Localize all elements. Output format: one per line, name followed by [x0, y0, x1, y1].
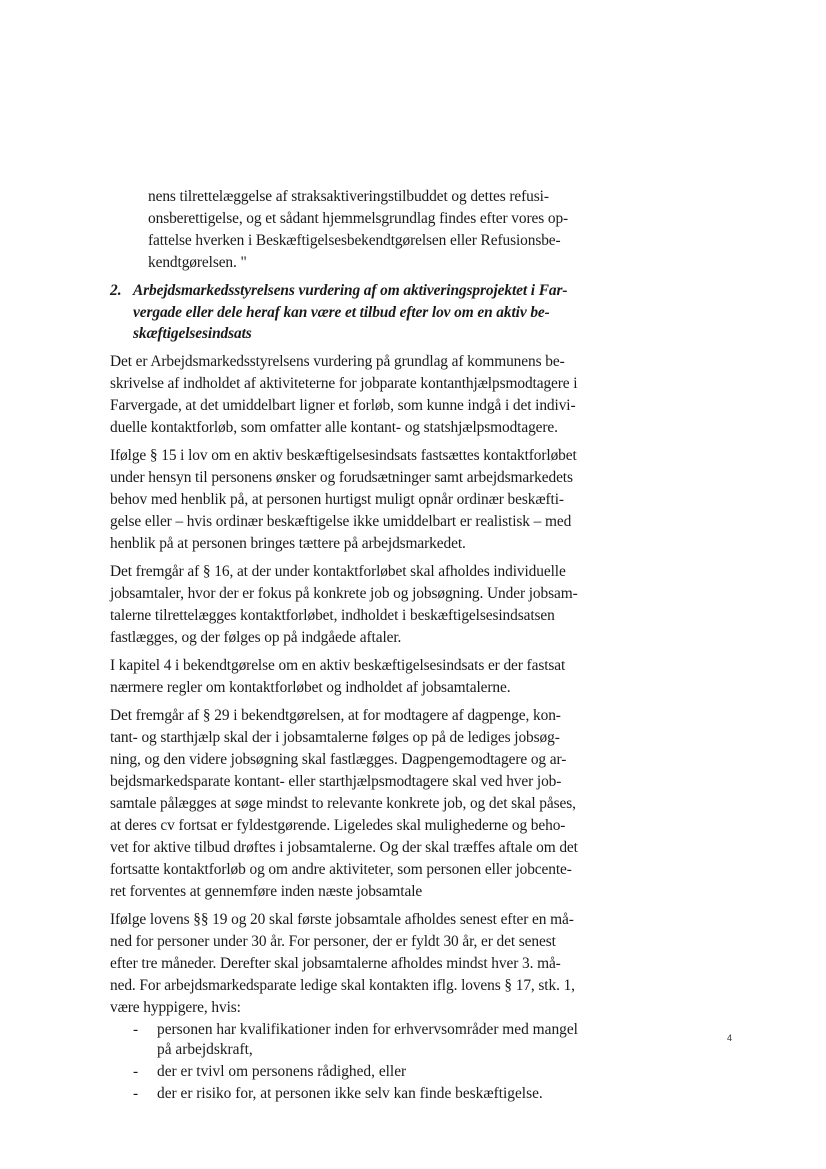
paragraph-line: ning, og den videre jobsøgning skal fastlægges. Dagpengemodtagere og ar- [110, 751, 567, 768]
paragraph-line: ret forventes at gennemføre inden næste jobsamtale [110, 883, 423, 900]
paragraph-line: Ifølge § 15 i lov om en aktiv beskæftigelsesindsats fastsættes kontaktforløbet [110, 447, 577, 464]
heading-line: skæftigelsesindsats [133, 325, 252, 342]
paragraph-line: talerne tilrettelægges kontaktforløbet, indholdet i beskæftigelsesindsatsen [110, 607, 555, 624]
quote-line: onsberettigelse, og et sådant hjemmelsgrundlag findes efter vores op- [148, 210, 569, 227]
heading-line: vergade eller dele heraf kan være et tilbud efter lov om en aktiv be- [133, 304, 550, 321]
paragraph-line: gelse eller – hvis ordinær beskæftigelse ikke umiddelbart er realistisk – med [110, 513, 572, 530]
paragraph-line: jobsamtaler, hvor der er fokus på konkrete job og jobsøgning. Under jobsam- [110, 585, 578, 602]
paragraph-line: skrivelse af indholdet af aktiviteterne for jobparate kontanthjælpsmodtagere i [110, 375, 578, 392]
paragraph-line: Det fremgår af § 16, at der under kontaktforløbet skal afholdes individuelle [110, 563, 566, 580]
paragraph-line: Farvergade, at det umiddelbart ligner et forløb, som kunne indgå i det indivi- [110, 397, 576, 414]
heading-line: Arbejdsmarkedsstyrelsens vurdering af om aktiveringsprojektet i Far- [133, 282, 568, 299]
paragraph-line: Det fremgår af § 29 i bekendtgørelsen, at for modtagere af dagpenge, kon- [110, 707, 561, 724]
list-item-line: der er tvivl om personens rådighed, eller [157, 1063, 407, 1080]
quote-line: kendtgørelsen. " [148, 254, 247, 271]
paragraph-line: være hyppigere, hvis: [110, 999, 241, 1016]
paragraph-line: fortsatte kontaktforløb og om andre aktiviteter, som personen eller jobcente- [110, 861, 572, 878]
bullet-dash: - [133, 1085, 139, 1102]
quote-line: fattelse hverken i Beskæftigelsesbekendtgørelsen eller Refusionsbe- [148, 232, 561, 249]
bullet-dash: - [133, 1063, 139, 1080]
paragraph-line: I kapitel 4 i bekendtgørelse om en aktiv beskæftigelsesindsats er der fastsat [110, 657, 566, 674]
quote-line: nens tilrettelæggelse af straksaktiveringstilbuddet og dettes refusi- [148, 188, 549, 205]
list-item-line: personen har kvalifikationer inden for erhvervsområder med mangel [157, 1021, 578, 1038]
paragraph-line: henblik på at personen bringes tættere på arbejdsmarkedet. [110, 535, 466, 552]
bullet-dash: - [133, 1021, 139, 1038]
paragraph-line: vet for aktive tilbud drøftes i jobsamtalerne. Og der skal træffes aftale om det [110, 839, 578, 856]
paragraph-line: behov med henblik på, at personen hurtigst muligt opnår ordinær beskæfti- [110, 491, 564, 508]
paragraph-line: ned. For arbejdsmarkedsparate ledige skal kontakten iflg. lovens § 17, stk. 1, [110, 977, 575, 994]
paragraph-line: nærmere regler om kontaktforløbet og indholdet af jobsamtalerne. [110, 679, 511, 696]
paragraph-line: ned for personer under 30 år. For personer, der er fyldt 30 år, er det senest [110, 933, 556, 950]
paragraph-line: under hensyn til personens ønsker og forudsætninger samt arbejdsmarkedets [110, 469, 573, 486]
paragraph-line: samtale pålægges at søge mindst to relevante konkrete job, og det skal påses, [110, 795, 576, 812]
paragraph-line: at deres cv fortsat er fyldestgørende. Ligeledes skal mulighederne og beho- [110, 817, 566, 834]
list-item-line: på arbejdskraft, [157, 1041, 253, 1058]
section-number: 2. [110, 282, 122, 299]
paragraph-line: efter tre måneder. Derefter skal jobsamtalerne afholdes mindst hver 3. må- [110, 955, 561, 972]
list-item-line: der er risiko for, at personen ikke selv kan finde beskæftigelse. [157, 1085, 543, 1102]
paragraph-line: bejdsmarkedsparate kontant- eller starthjælpsmodtagere skal ved hver job- [110, 773, 562, 790]
paragraph-line: duelle kontaktforløb, som omfatter alle kontant- og statshjælpsmodtagere. [110, 419, 558, 436]
paragraph-line: Ifølge lovens §§ 19 og 20 skal første jobsamtale afholdes senest efter en må- [110, 911, 574, 928]
paragraph-line: fastlægges, og der følges op på indgåede aftaler. [110, 629, 402, 646]
paragraph-line: tant- og starthjælp skal der i jobsamtalerne følges op på de lediges jobsøg- [110, 729, 560, 746]
paragraph-line: Det er Arbejdsmarkedsstyrelsens vurdering på grundlag af kommunens be- [110, 353, 565, 370]
page-number: 4 [727, 1033, 733, 1043]
